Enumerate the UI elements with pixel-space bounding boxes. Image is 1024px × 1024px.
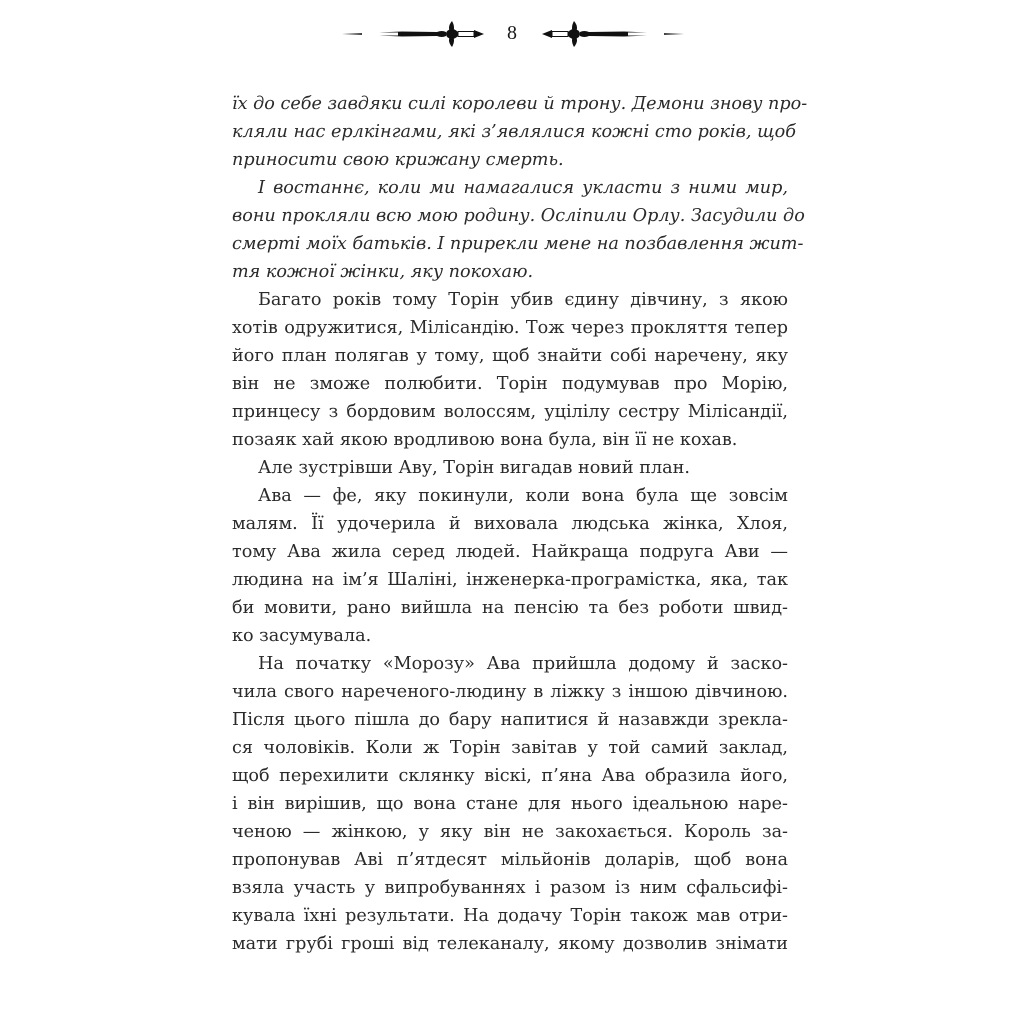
paragraph (232, 286, 788, 454)
text-line: щоб перехилити склянку віскі, п’яна Ава образила його, (232, 766, 788, 786)
sword-ornament-left-icon (342, 20, 492, 48)
text-line: ченою — жінкою, у яку він не закохається. Король за- (232, 822, 788, 842)
body-text (232, 90, 808, 958)
text-line: і він вирішив, що вона стане для нього ідеальною наре- (232, 794, 788, 814)
text-line: приносити свою крижану смерть. (232, 150, 564, 170)
paragraph (232, 174, 805, 286)
page-header (0, 14, 1024, 54)
sword-ornament-right-icon (534, 20, 684, 48)
text-line: тя кожної жінки, яку покохаю. (232, 262, 534, 282)
text-line: чила свого нареченого-людину в ліжку з іншою дівчиною. (232, 682, 788, 702)
text-line: мати грубі гроші від телеканалу, якому дозволив знімати (232, 934, 788, 954)
text-line: пропонував Аві п’ятдесят мільйонів доларів, щоб вона (232, 850, 788, 870)
text-line: кувала їхні результати. На додачу Торін також мав отри- (232, 906, 788, 926)
page-number: 8 (507, 22, 517, 44)
text-line: Після цього пішла до бару напитися й назавжди зрекла- (232, 710, 788, 730)
text-line: взяла участь у випробуваннях і разом із ним сфальсифі- (232, 878, 788, 898)
text-line: їх до себе завдяки силі королеви й трону. Демони знову про- (232, 94, 808, 114)
text-line: Але зустрівши Аву, Торін вигадав новий план. (258, 458, 690, 478)
text-line: Багато років тому Торін убив єдину дівчину, з якою (258, 290, 788, 310)
text-line: принцесу з бордовим волоссям, уцілілу сестру Мілісандії, (232, 402, 788, 422)
text-line: його план полягав у тому, щоб знайти собі наречену, яку (232, 346, 788, 366)
paragraph (232, 482, 788, 650)
text-line: смерті моїх батьків. І прирекли мене на позбавлення жит- (232, 234, 804, 254)
text-line: тому Ава жила серед людей. Найкраща подруга Ави — (232, 542, 788, 562)
text-line: він не зможе полюбити. Торін подумував про Морію, (232, 374, 788, 394)
text-line: На початку «Морозу» Ава прийшла додому й заско- (258, 654, 788, 674)
text-line: І востаннє, коли ми намагалися укласти з ними мир, (258, 178, 788, 198)
text-line: хотів одружитися, Мілісандію. Тож через прокляття тепер (232, 318, 788, 338)
text-line: би мовити, рано вийшла на пенсію та без роботи швид- (232, 598, 788, 618)
text-line: позаяк хай якою вродливою вона була, він її не кохав. (232, 430, 738, 450)
text-line: кляли нас ерлкінгами, які з’являлися кожні сто років, щоб (232, 122, 797, 142)
paragraph (232, 90, 808, 174)
text-line: ко засумувала. (232, 626, 372, 646)
paragraph (232, 650, 788, 958)
text-line: малям. Її удочерила й виховала людська жінка, Хлоя, (232, 514, 788, 534)
text-line: ся чоловіків. Коли ж Торін завітав у той самий заклад, (232, 738, 788, 758)
paragraph (232, 454, 788, 482)
text-line: людина на ім’я Шаліні, інженерка-програмістка, яка, так (232, 570, 788, 590)
text-line: Ава — фе, яку покинули, коли вона була ще зовсім (258, 486, 788, 506)
text-line: вони прокляли всю мою родину. Осліпили Орлу. Засудили до (232, 206, 805, 226)
